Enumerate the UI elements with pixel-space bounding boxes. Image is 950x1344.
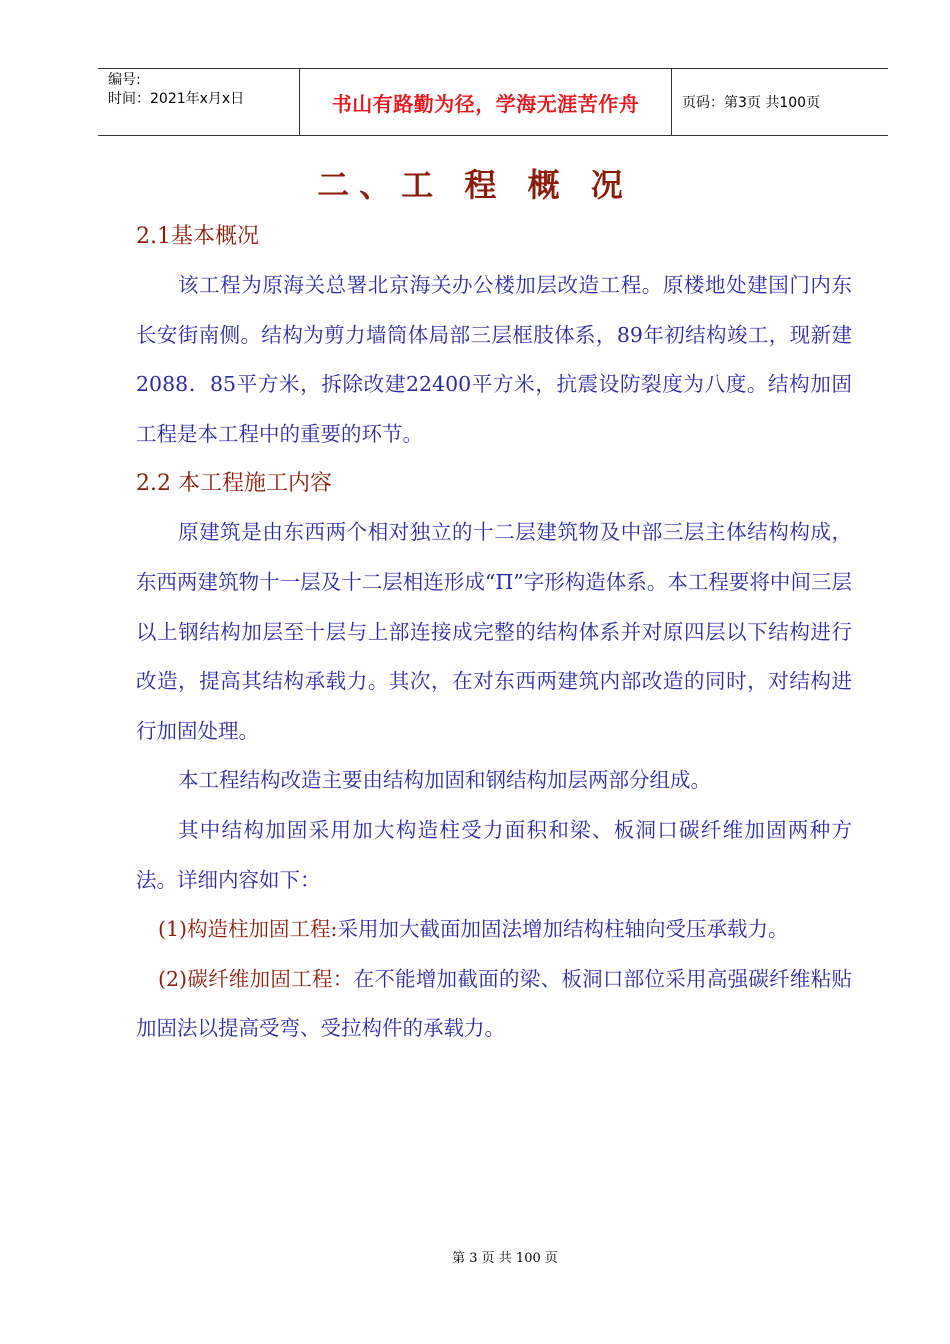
section-heading-2-1: 2.1基本概况	[136, 224, 259, 249]
time-label: 时间：2021年x月x日	[108, 91, 245, 107]
section-heading-2-2: 2.2 本工程施工内容	[136, 471, 332, 497]
document-header	[98, 68, 888, 136]
paragraph: 该工程为原海关总署北京海关办公楼加层改造工程。原楼地处建国门内东长安街南侧。结构为剪力墙筒体局部三层框肢体系，89年初结构竣工，现新建2088．85平方米，拆除改建22400平方米，抗震设防裂度为八度。结构加固工程是本工程中的重要的环节。	[136, 273, 852, 446]
paragraph: 其中结构加固采用加大构造柱受力面积和梁、板洞口碳纤维加固两种方法。详细内容如下：	[136, 817, 852, 892]
document-body	[136, 212, 852, 1054]
list-item-text: 采用加大截面加固法增加结构柱轴向受压承载力。	[337, 917, 789, 942]
list-item	[136, 905, 852, 955]
page-footer: 第 3 页 共 100 页	[452, 1251, 558, 1266]
serial-label: 编号:	[108, 72, 141, 88]
paragraph: 原建筑是由东西两个相对独立的十二层建筑物及中部三层主体结构构成，东西两建筑物十一层及十二层相连形成“Π”字形构造体系。本工程要将中间三层以上钢结构加层至十层与上部连接成完整的结构体系并对原四层以下结构进行改造，提高其结构承载力。其次，在对东西两建筑内部改造的同时，对结构进行加固处理。	[136, 520, 852, 743]
header-motto: 书山有路勤为径，学海无涯苦作舟	[300, 69, 672, 135]
header-meta	[98, 69, 300, 135]
list-item-label: (2)碳纤维加固工程：	[158, 966, 354, 991]
list-item	[136, 955, 852, 1054]
header-page-info: 页码：第3页 共100页	[682, 95, 821, 111]
paragraph: 本工程结构改造主要由结构加固和钢结构加层两部分组成。	[178, 768, 711, 793]
page-title: 二、工 程 概 况	[317, 166, 633, 204]
list-item-label: (1)构造柱加固工程:	[158, 917, 338, 942]
list-item-text: 在不能增加截面的梁、板洞口部位采用高强碳纤维粘贴加固法以提高受弯、受拉构件的承载力。	[136, 966, 852, 1041]
